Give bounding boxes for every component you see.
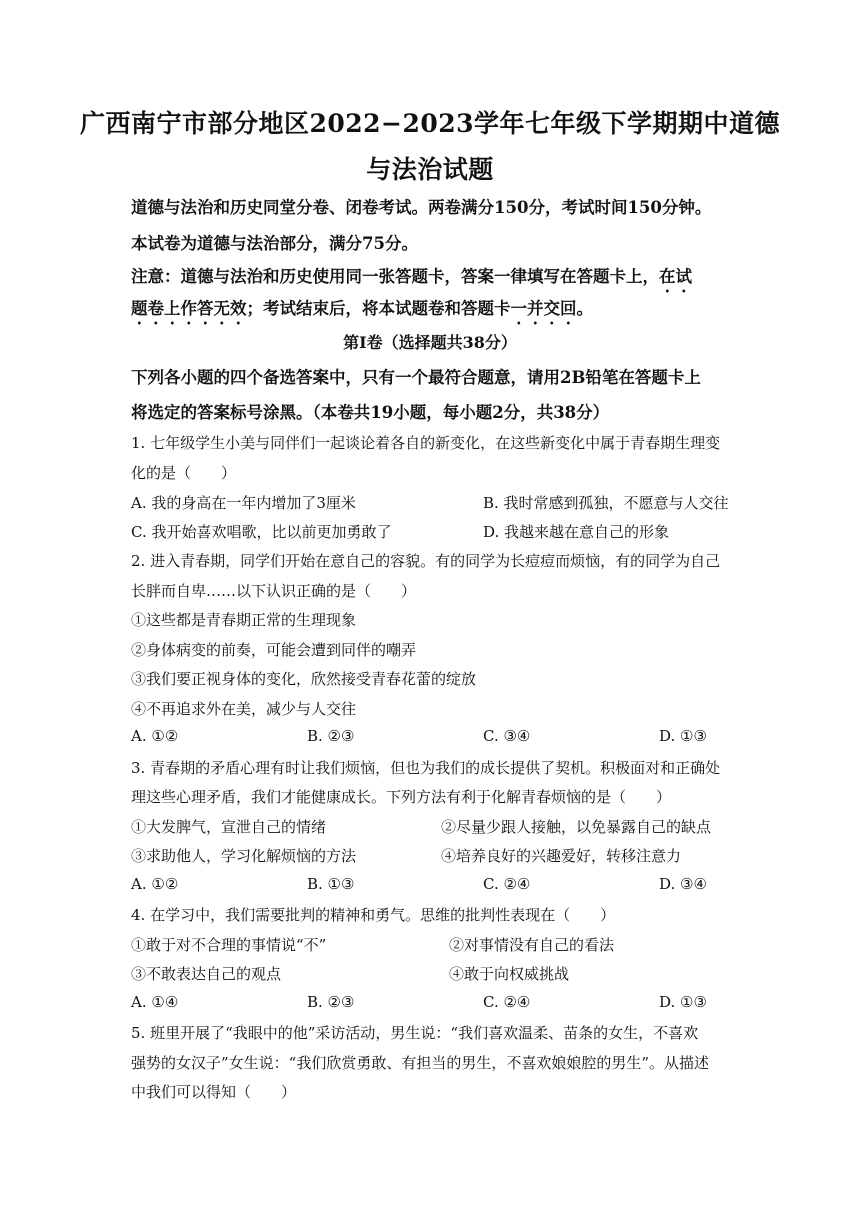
q2-option-d: D. ①③: [659, 727, 707, 745]
q3-stem-line2: 理这些心理矛盾，我们才能健康成长。下列方法有利于化解青春烦恼的是（ ）: [131, 788, 672, 806]
q4-option-b: B. ②③: [307, 993, 355, 1011]
note-line2-emphasis-a: 题卷上作答无效: [131, 299, 247, 318]
q1-option-a: A. 我的身高在一年内增加了3厘米: [131, 494, 356, 512]
note-line1: [131, 263, 692, 296]
q5-stem-line1: 5. 班里开展了“我眼中的他”采访活动，男生说：“我们喜欢温柔、苗条的女生，不喜欢: [131, 1024, 699, 1042]
q2-option-b: B. ②③: [307, 727, 355, 745]
section-instruction-line1: 下列各小题的四个备选答案中，只有一个最符合题意，请用2B铅笔在答题卡上: [131, 368, 701, 387]
exam-title-line1: 广西南宁市部分地区2022−2023学年七年级下学期期中道德: [79, 109, 781, 138]
note-line2-emphasis-b: 一并交回: [510, 299, 577, 318]
q3-statement-2: ②尽量少跟人接触，以免暴露自己的缺点: [441, 818, 712, 836]
q4-statement-3: ③不敢表达自己的观点: [131, 965, 282, 983]
q4-option-a: A. ①④: [131, 993, 179, 1011]
q2-option-a: A. ①②: [131, 727, 179, 745]
q2-statement-1: ①这些都是青春期正常的生理现象: [131, 611, 357, 629]
q4-statement-1: ①敢于对不合理的事情说“不”: [131, 936, 327, 954]
note-line1-emphasis: 在试: [659, 267, 692, 286]
intro-line1: 道德与法治和历史同堂分卷、闭卷考试。两卷满分150分，考试时间150分钟。: [131, 198, 712, 217]
q3-statement-3: ③求助他人，学习化解烦恼的方法: [131, 847, 357, 865]
q2-stem-line1: 2. 进入青春期，同学们开始在意自己的容貌。有的同学为长痘痘而烦恼，有的同学为自己: [131, 552, 721, 570]
q4-statement-4: ④敢于向权威挑战: [449, 965, 570, 983]
q3-option-d: D. ③④: [659, 875, 707, 893]
intro-line2: 本试卷为道德与法治部分，满分75分。: [131, 234, 418, 253]
section-instruction-line2: 将选定的答案标号涂黑。（本卷共19小题，每小题2分，共38分）: [131, 403, 610, 422]
exam-title-line2: 与法治试题: [366, 155, 494, 184]
q2-stem-line2: 长胖而自卑……以下认识正确的是（ ）: [131, 582, 417, 600]
q2-option-c: C. ③④: [483, 727, 531, 745]
q2-statement-4: ④不再追求外在美，减少与人交往: [131, 700, 357, 718]
q1-option-b: B. 我时常感到孤独，不愿意与人交往: [483, 494, 729, 512]
q2-statement-3: ③我们要正视身体的变化，欣然接受青春花蕾的绽放: [131, 670, 477, 688]
q3-statement-4: ④培养良好的兴趣爱好，转移注意力: [441, 847, 682, 865]
q5-stem-line2: 强势的女汉子”女生说：“我们欣赏勇敢、有担当的男生，不喜欢娘娘腔的男生”。从描述: [131, 1054, 710, 1072]
q1-option-d: D. 我越来越在意自己的形象: [483, 523, 670, 541]
q3-option-c: C. ②④: [483, 875, 531, 893]
q1-stem-line1: 1. 七年级学生小美与同伴们一起谈论着各自的新变化，在这些新变化中属于青春期生理变: [131, 434, 721, 452]
q3-option-b: B. ①③: [307, 875, 355, 893]
q4-stem-line1: 4. 在学习中，我们需要批判的精神和勇气。思维的批判性表现在（ ）: [131, 906, 616, 924]
note-line1-text: 注意：道德与法治和历史使用同一张答题卡，答案一律填写在答题卡上，: [131, 267, 659, 286]
q4-option-c: C. ②④: [483, 993, 531, 1011]
q3-stem-line1: 3. 青春期的矛盾心理有时让我们烦恼，但也为我们的成长提供了契机。积极面对和正确处: [131, 759, 721, 777]
note-line2-end: 。: [576, 299, 593, 318]
q4-option-d: D. ①③: [659, 993, 707, 1011]
section-heading: 第Ⅰ卷（选择题共38分）: [343, 333, 517, 352]
q4-statement-2: ②对事情没有自己的看法: [449, 936, 615, 954]
q1-option-c: C. 我开始喜欢唱歌，比以前更加勇敢了: [131, 523, 392, 541]
note-line2: [131, 295, 593, 328]
note-line2-text: ；考试结束后，将本试题卷和答题卡: [246, 299, 511, 318]
q2-statement-2: ②身体病变的前奏，可能会遭到同伴的嘲弄: [131, 641, 417, 659]
q3-statement-1: ①大发脾气，宣泄自己的情绪: [131, 818, 327, 836]
q1-stem-line2: 化的是（ ）: [131, 464, 237, 482]
q5-stem-line3: 中我们可以得知（ ）: [131, 1083, 297, 1101]
q3-option-a: A. ①②: [131, 875, 179, 893]
